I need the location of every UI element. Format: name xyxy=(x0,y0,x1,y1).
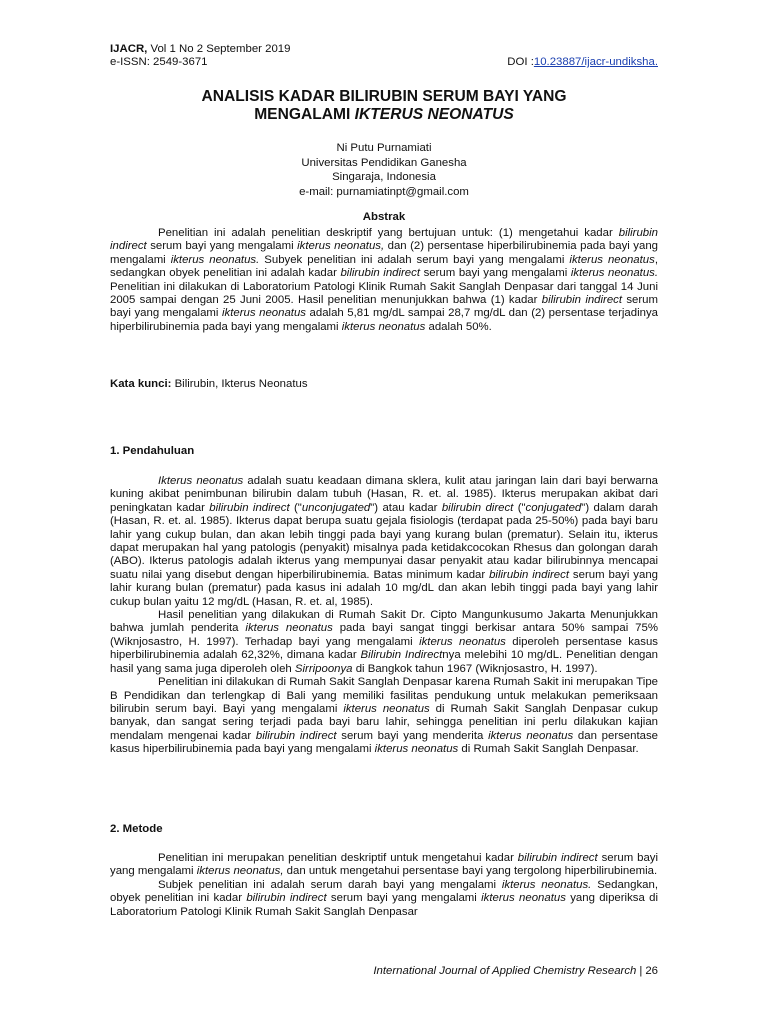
italic-run: unconjugated xyxy=(301,501,371,514)
section-2-body xyxy=(110,852,658,919)
italic-run: ikterus neonatus xyxy=(222,307,306,320)
text-run: serum bayi yang lahir kurang bulan (prematur) pada kasus ini adalah 10 mg/dL dan akan lebih tinggi pada bayi yang lahir cukup bulan yaitu 12 mg/dL (Hasan, R. et. al, 1985). xyxy=(110,568,658,608)
doi-label: DOI : xyxy=(507,56,534,68)
keywords xyxy=(110,378,658,391)
italic-run: conjugated xyxy=(525,501,582,514)
paragraph xyxy=(110,475,658,609)
text-run: serum bayi yang mengalami xyxy=(110,852,659,878)
italic-run: bilirubin direct xyxy=(441,501,514,514)
abstract-paragraph xyxy=(110,227,658,334)
text-run: ") atau kadar xyxy=(370,501,442,514)
italic-run: bilirubin indirect xyxy=(517,852,598,864)
text-run: nya melebihi 10 mg/dL. Penelitian dengan hasil yang sama juga diperoleh oleh xyxy=(110,649,659,675)
italic-run: ikterus neonatus. xyxy=(570,267,659,280)
italic-run: ikterus neonatus xyxy=(374,743,459,756)
footer-separator: | xyxy=(639,965,643,977)
italic-run: ikterus neonatus xyxy=(245,622,333,635)
text-run: serum bayi yang mengalami xyxy=(326,892,482,905)
text-run: Penelitian ini dilakukan di Laboratorium Patologi Klinik Rumah Sakit Sanglah Denpasar dari tanggal 14 Juni 2005 sampai dengan 25 Juni 2005. Hasil penelitian menunjukkan bahwa (1) kadar xyxy=(110,280,658,307)
page-footer xyxy=(373,965,658,978)
italic-run: ikterus neonatus. xyxy=(170,253,260,266)
section-1-body xyxy=(110,475,658,757)
volume-info: Vol 1 No 2 September 2019 xyxy=(147,43,291,55)
italic-run: Ikterus neonatus xyxy=(158,475,244,487)
italic-run: bilirubin indirect xyxy=(246,892,327,905)
text-run: di Bangkok tahun 1967 (Wiknjosastro, H. 1997). xyxy=(352,662,598,675)
italic-run: ikterus neonatus xyxy=(419,635,506,648)
text-run: dan (2) persentase hiperbilirubinemia pada bayi yang mengalami xyxy=(110,240,658,266)
text-run: di Rumah Sakit Sanglah Denpasar. xyxy=(458,743,639,756)
italic-run: bilirubin indirect xyxy=(541,294,623,307)
text-run: , sedangkan obyek penelitian ini adalah kadar xyxy=(110,253,658,280)
italic-run: Sirripoonya xyxy=(294,662,353,675)
italic-run: ikterus neonatus xyxy=(343,702,430,715)
text-run: dan persentase kasus hiperbilirubinemia pada bayi yang mengalami xyxy=(110,729,659,756)
text-run: adalah 50%. xyxy=(425,320,492,333)
keywords-label: Kata kunci: xyxy=(110,378,172,390)
italic-run: bilirubin indirect xyxy=(110,227,658,253)
text-run: ") dalam darah (Hasan, R. et. al. 1985). Ikterus dapat berupa suatu gejala fisiologis (terdapat pada 25-50%) pada bayi baru lahir yang cukup bulan, dan akan lebih tinggi pada bayi yang kurang bulan (prematur). Selain itu, ikterus dapat merupakan hal yang patologis (penyakit) misalnya pada ketidakcocokan Rhesus dan golongan darah (ABO). Ikterus patologis adalah ikterus yang mempunyai dasar penyakit atau kadar bilirubinnya mencapai suatu nilai yang disebut dengan hiperbilirubinemia. Batas minimum kadar xyxy=(110,501,658,581)
text-run: pada bayi sangat tinggi berkisar antara 50% sampai 75% (Wiknjosastro, H. 1997). Terhadap bayi yang mengalami xyxy=(110,622,658,648)
italic-run: ikterus neonatus xyxy=(488,729,574,742)
text-run: adalah suatu keadaan dimana sklera, kulit atau jaringan lain dari bayi berwarna kuning akibat penimbunan bilirubin dalam tubuh (Hasan, R. et. al. 1985). Ikterus merupakan akibat dari peningkatan kadar xyxy=(110,475,658,514)
abstract-body xyxy=(110,227,658,334)
text-run: Subyek penelitian ini adalah serum bayi yang mengalami xyxy=(259,253,570,266)
author-name: Ni Putu Purnamiati xyxy=(336,142,432,154)
keywords-value: Bilirubin, Ikterus Neonatus xyxy=(171,378,308,390)
text-run: serum bayi yang mengalami xyxy=(420,267,571,280)
text-run: Penelitian ini dilakukan di Rumah Sakit Sanglah Denpasar karena Rumah Sakit ini merupakan Tipe B Pendidikan dan terlengkap di Bali yang memiliki fasilitas pendukung untuk melakukan pemeriksaan bilirubin serum bayi. Bayi yang mengalami xyxy=(110,676,658,715)
page-number: 26 xyxy=(645,965,658,977)
italic-run: ikterus neonatus, xyxy=(196,865,284,878)
italic-run: ikterus neonatus xyxy=(481,892,566,905)
text-run: Penelitian ini adalah penelitian deskriptif yang bertujuan untuk: (1) mengetahui kadar xyxy=(158,227,619,239)
italic-run: bilirubin indirect xyxy=(255,729,337,742)
italic-run: ikterus neonatus, xyxy=(297,240,385,253)
issn-doi-line xyxy=(110,56,658,69)
italic-run: ikterus neonatus. xyxy=(501,878,592,891)
italic-run: ikterus neonatus xyxy=(341,320,426,333)
text-run: serum bayi yang mengalami xyxy=(110,294,659,320)
paragraph xyxy=(110,676,658,756)
text-run: (" xyxy=(513,501,526,514)
author-block xyxy=(110,141,658,199)
text-run: dan untuk mengetahui persentase bayi yang tergolong hiperbilirubinemia. xyxy=(283,865,658,878)
text-run: serum bayi yang mengalami xyxy=(146,240,298,253)
italic-run: bilirubin indirect xyxy=(209,501,290,514)
text-run: adalah 5,81 mg/dL sampai 28,7 mg/dL dan (2) persentase terjadinya hiperbilirubinemia pada bayi yang mengalami xyxy=(110,307,658,333)
text-run: serum bayi yang menderita xyxy=(336,729,489,742)
footer-journal-name: International Journal of Applied Chemistry Research xyxy=(373,965,637,977)
journal-volume-line xyxy=(110,43,658,56)
section-2-heading: 2. Metode xyxy=(110,823,163,835)
italic-run: bilirubin indirect xyxy=(340,267,421,280)
author-city: Singaraja, Indonesia xyxy=(332,171,436,183)
author-email: e-mail: purnamiatinpt@gmail.com xyxy=(299,185,469,198)
eissn: e-ISSN: 2549-3671 xyxy=(110,56,208,68)
text-run: di Rumah Sakit Sanglah Denpasar cukup banyak, dan sangat sering terjadi pada bayi baru lahir, sehingga penelitian ini perlu dilakukan kajian mendalam mengenai kadar xyxy=(110,702,658,742)
doi-link[interactable]: 10.23887/ijacr-undiksha. xyxy=(533,56,658,68)
text-run: yang diperiksa di Laboratorium Patologi Klinik Rumah Sakit Sanglah Denpasar xyxy=(110,892,658,918)
title-line-2: MENGALAMI IKTERUS NEONATUS xyxy=(254,106,514,123)
text-run: diperoleh persentase kasus hiperbilirubinemia adalah 62,32%, dimana kadar xyxy=(110,635,658,662)
italic-run: bilirubin indirect xyxy=(489,568,569,581)
text-run: (" xyxy=(289,501,302,514)
text-run: Hasil penelitian yang dilakukan di Rumah Sakit Dr. Cipto Mangunkusumo Jakarta Menunjukkan bahwa jumlah penderita xyxy=(110,609,658,635)
title-line-1: ANALISIS KADAR BILIRUBIN SERUM BAYI YANG xyxy=(201,88,567,105)
text-run: Subjek penelitian ini adalah serum darah bayi yang mengalami xyxy=(158,878,502,891)
paragraph xyxy=(110,879,658,919)
journal-abbrev: IJACR, xyxy=(110,43,148,55)
author-institution: Universitas Pendidikan Ganesha xyxy=(301,156,467,169)
paragraph xyxy=(110,852,658,879)
text-run: Sedangkan, obyek penelitian ini kadar xyxy=(110,878,658,905)
abstract-heading: Abstrak xyxy=(362,211,406,223)
doi xyxy=(507,56,658,69)
italic-run: ikterus neonatus xyxy=(569,253,655,266)
paragraph xyxy=(110,609,658,676)
section-1-heading: 1. Pendahuluan xyxy=(110,445,195,457)
paper-title xyxy=(110,88,658,124)
text-run: Penelitian ini merupakan penelitian deskriptif untuk mengetahui kadar xyxy=(158,852,518,864)
italic-run: Bilirubin Indirect xyxy=(360,649,443,662)
